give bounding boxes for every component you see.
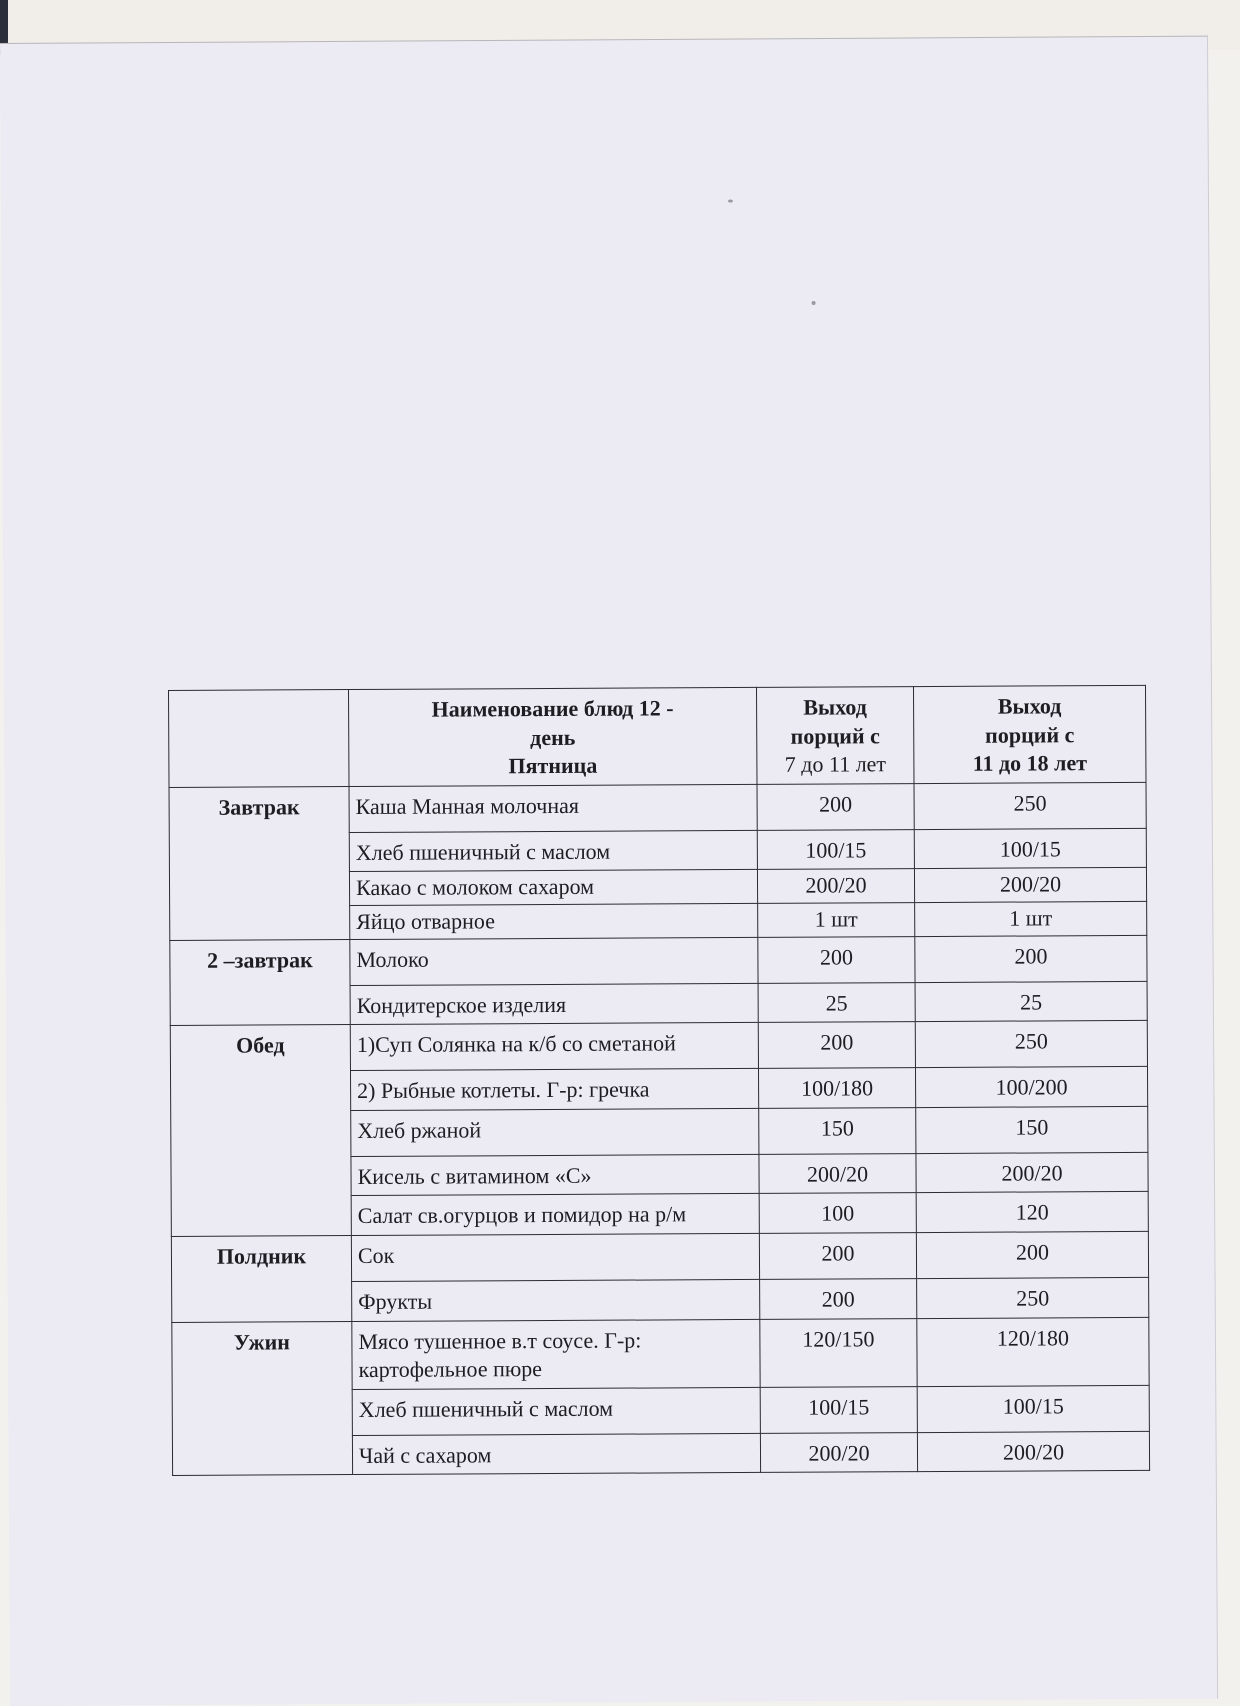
dish-cell: 1)Суп Солянка на к/б со сметаной bbox=[350, 1023, 758, 1071]
dish-cell: Мясо тушенное в.т соусе. Г-р: картофельное пюре bbox=[352, 1319, 760, 1389]
dust-speck bbox=[812, 301, 816, 305]
portion-7-11-cell: 200 bbox=[757, 783, 914, 830]
portion-7-11-cell: 200/20 bbox=[759, 1153, 916, 1193]
meal-second-breakfast: 2 –завтрак bbox=[170, 939, 350, 1026]
header-line: 11 до 18 лет bbox=[972, 750, 1088, 776]
table-header-row bbox=[169, 685, 1146, 787]
portion-7-11-cell: 150 bbox=[759, 1107, 916, 1154]
dish-cell: Фрукты bbox=[352, 1279, 760, 1321]
portion-7-11-cell: 200 bbox=[760, 1279, 917, 1319]
dish-header-line: Наименование блюд 12 - bbox=[431, 695, 674, 722]
header-line: Выход bbox=[997, 693, 1062, 719]
dish-column-header bbox=[349, 687, 758, 786]
portion-11-18-cell: 200 bbox=[916, 1231, 1148, 1278]
meal-afternoon-snack: Полдник bbox=[171, 1235, 351, 1322]
header-line: порций с bbox=[985, 721, 1075, 748]
dish-cell: Каша Манная молочная bbox=[349, 784, 757, 832]
portion-7-11-cell: 100/15 bbox=[757, 829, 914, 869]
portion-7-11-cell: 100/180 bbox=[758, 1068, 915, 1108]
portion-11-18-cell: 120 bbox=[916, 1192, 1148, 1233]
portion-7-11-cell: 200/20 bbox=[760, 1432, 917, 1472]
portion-11-18-cell: 100/200 bbox=[915, 1067, 1147, 1108]
dish-cell: Сок bbox=[351, 1233, 759, 1281]
header-line: Выход bbox=[803, 694, 867, 720]
portion-11-18-cell: 120/180 bbox=[917, 1317, 1149, 1386]
dish-cell: Чай с сахаром bbox=[352, 1433, 760, 1475]
portion-11-18-cell: 25 bbox=[915, 981, 1147, 1022]
table-row bbox=[172, 1317, 1149, 1390]
dust-speck bbox=[728, 200, 733, 203]
portion-7-11-cell: 25 bbox=[758, 982, 915, 1022]
portion-7-11-cell: 200 bbox=[758, 936, 915, 983]
meal-lunch: Обед bbox=[170, 1025, 351, 1237]
portion-7-11-header bbox=[756, 687, 914, 785]
portion-11-18-cell: 200/20 bbox=[916, 1152, 1148, 1193]
portion-11-18-cell: 200/20 bbox=[914, 868, 1146, 903]
table-row bbox=[170, 1021, 1147, 1072]
portion-7-11-cell: 120/150 bbox=[760, 1318, 917, 1387]
portion-11-18-cell: 100/15 bbox=[917, 1385, 1149, 1432]
portion-7-11-cell: 100/15 bbox=[760, 1386, 917, 1433]
portion-11-18-cell: 200/20 bbox=[917, 1431, 1149, 1472]
meal-column-header bbox=[169, 690, 350, 788]
portion-7-11-cell: 200 bbox=[758, 1022, 915, 1069]
dish-cell: Молоко bbox=[350, 937, 758, 985]
portion-11-18-cell: 250 bbox=[914, 782, 1146, 829]
portion-11-18-cell: 150 bbox=[916, 1106, 1148, 1153]
dish-cell: 2) Рыбные котлеты. Г-р: гречка bbox=[350, 1069, 758, 1111]
header-line: порций с bbox=[790, 722, 880, 749]
dish-cell: Хлеб пшеничный с маслом bbox=[349, 830, 757, 872]
dish-cell: Яйцо отварное bbox=[350, 903, 758, 939]
dish-cell: Хлеб пшеничный с маслом bbox=[352, 1387, 760, 1435]
portion-11-18-header bbox=[913, 685, 1146, 783]
table-row bbox=[170, 935, 1147, 986]
dish-cell: Салат св.огурцов и помидор на р/м bbox=[351, 1194, 759, 1236]
portion-7-11-cell: 100 bbox=[759, 1193, 916, 1233]
portion-7-11-cell: 1 шт bbox=[758, 903, 915, 937]
table-row bbox=[169, 782, 1146, 833]
header-line: 7 до 11 лет bbox=[784, 751, 887, 777]
meal-breakfast: Завтрак bbox=[169, 786, 350, 940]
portion-11-18-cell: 200 bbox=[915, 935, 1147, 982]
dish-cell: Хлеб ржаной bbox=[351, 1108, 759, 1156]
portion-11-18-cell: 250 bbox=[917, 1277, 1149, 1318]
dish-header-line: день bbox=[530, 724, 576, 750]
table-row bbox=[171, 1231, 1148, 1282]
dish-cell: Кисель с витамином «С» bbox=[351, 1154, 759, 1196]
menu-table bbox=[168, 685, 1150, 1476]
dish-cell: Кондитерское изделия bbox=[350, 983, 758, 1025]
portion-11-18-cell: 100/15 bbox=[914, 828, 1146, 869]
portion-11-18-cell: 250 bbox=[915, 1021, 1147, 1068]
dish-cell: Какао с молоком сахаром bbox=[349, 870, 757, 906]
portion-11-18-cell: 1 шт bbox=[915, 901, 1147, 936]
meal-dinner: Ужин bbox=[172, 1321, 353, 1476]
portion-7-11-cell: 200 bbox=[759, 1233, 916, 1280]
portion-7-11-cell: 200/20 bbox=[757, 869, 914, 903]
day-of-week: Пятница bbox=[508, 752, 598, 779]
